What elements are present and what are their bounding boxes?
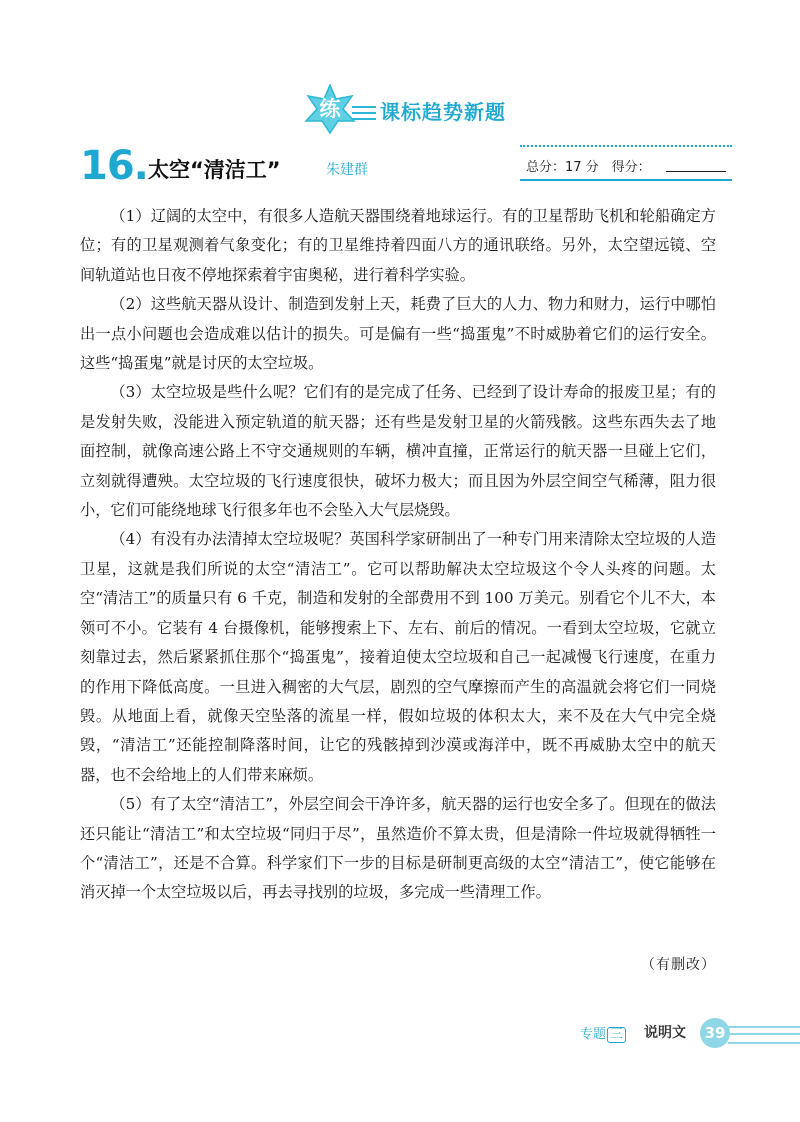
paragraph-3: （3）太空垃圾是些什么呢？它们有的是完成了任务、已经到了设计寿命的报废卫星；有的是发射失败，没能进入预定轨道的航天器；还有些是发射卫星的火箭残骸。这些东西失去了地面控制，就像高速公路上不守交通规则的车辆，横冲直撞，正常运行的航天器一旦碰上它们，立刻就得遭殃。太空垃圾的飞行速度很快，破坏力极大；而且因为外层空间空气稀薄，阻力很小，它们可能绕地球飞行很多年也不会坠入大气层烧毁。 xyxy=(80,383,716,520)
paragraph-2: （2）这些航天器从设计、制造到发射上天，耗费了巨大的人力、物力和财力，运行中哪怕出一点小问题也会造成难以估计的损失。可是偏有一些“捣蛋鬼”不时威胁着它们的运行安全。这些“捣蛋鬼”就是讨厌的太空垃圾。 xyxy=(80,295,716,373)
unit-label: 说明文 xyxy=(644,1025,686,1041)
section-banner xyxy=(300,84,560,134)
lesson-header xyxy=(80,145,720,195)
lesson-title: 太空“清洁工” xyxy=(148,158,281,182)
unit-tag xyxy=(580,1023,626,1043)
paragraph-1: （1）辽阔的太空中，有很多人造航天器围绕着地球运行。有的卫星帮助飞机和轮船确定方位；有的卫星观测着气象变化；有的卫星维持着四面八方的通讯联络。另外，太空望远镜、空间轨道站也日夜不停地探索着宇宙奥秘，进行着科学实验。 xyxy=(80,207,716,284)
page-footer xyxy=(568,1016,800,1052)
unit-tag-number: 三 xyxy=(607,1027,626,1043)
page-number: 39 xyxy=(700,1018,730,1048)
banner-char: 练 xyxy=(319,97,341,121)
banner-lines-decoration xyxy=(352,106,376,120)
score-box xyxy=(520,145,732,181)
score-text: 总分：17 分 得分： xyxy=(526,160,651,175)
score-answer-blank[interactable] xyxy=(666,171,726,172)
paragraph-5: （5）有了太空“清洁工”，外层空间会干净许多，航天器的运行也安全多了。但现在的做法还只能让“清洁工”和太空垃圾“同归于尽”，虽然造价不算太贵，但是清除一件垃圾就得牺牲一个“清洁工”，还是不合算。科学家们下一步的目标是研制更高级的太空“清洁工”，使它能够在消灭掉一个太空垃圾以后，再去寻找别的垃圾，多完成一些清理工作。 xyxy=(80,795,716,902)
banner-title: 课标趋势新题 xyxy=(380,100,506,124)
paragraph-4: （4）有没有办法清掉太空垃圾呢？英国科学家研制出了一种专门用来清除太空垃圾的人造卫星，这就是我们所说的太空“清洁工”。它可以帮助解决太空垃圾这个令人头疼的问题。太空“清洁工”的质量只有 6 千克，制造和发射的全部费用不到 100 万美元。别看它个儿不大，本领可不小。它装有 4 台摄像机，能够搜索上下、左右、前后的情况。一看到太空垃圾，它就立刻靠过去，然后紧紧抓住那个“捣蛋鬼”，接着迫使太空垃圾和自己一起减慢飞行速度，在重力的作用下降低高度。一旦进入稠密的大气层，剧烈的空气摩擦而产生的高温就会将它们一同烧毁。从地面上看，就像天空坠落的流星一样，假如垃圾的体积太大，来不及在大气中完全烧毁，“清洁工”还能控制降落时间，让它的残骸掉到沙漠或海洋中，既不再威胁太空中的航天器，也不会给地上的人们带来麻烦。 xyxy=(80,530,716,784)
lesson-author: 朱建群 xyxy=(326,162,368,178)
lesson-number: 16. xyxy=(80,143,148,189)
source-note: （有删改） xyxy=(641,957,716,973)
unit-tag-prefix: 专题 xyxy=(580,1027,607,1042)
article-body xyxy=(80,202,716,908)
footer-lines-decoration xyxy=(728,1026,800,1044)
